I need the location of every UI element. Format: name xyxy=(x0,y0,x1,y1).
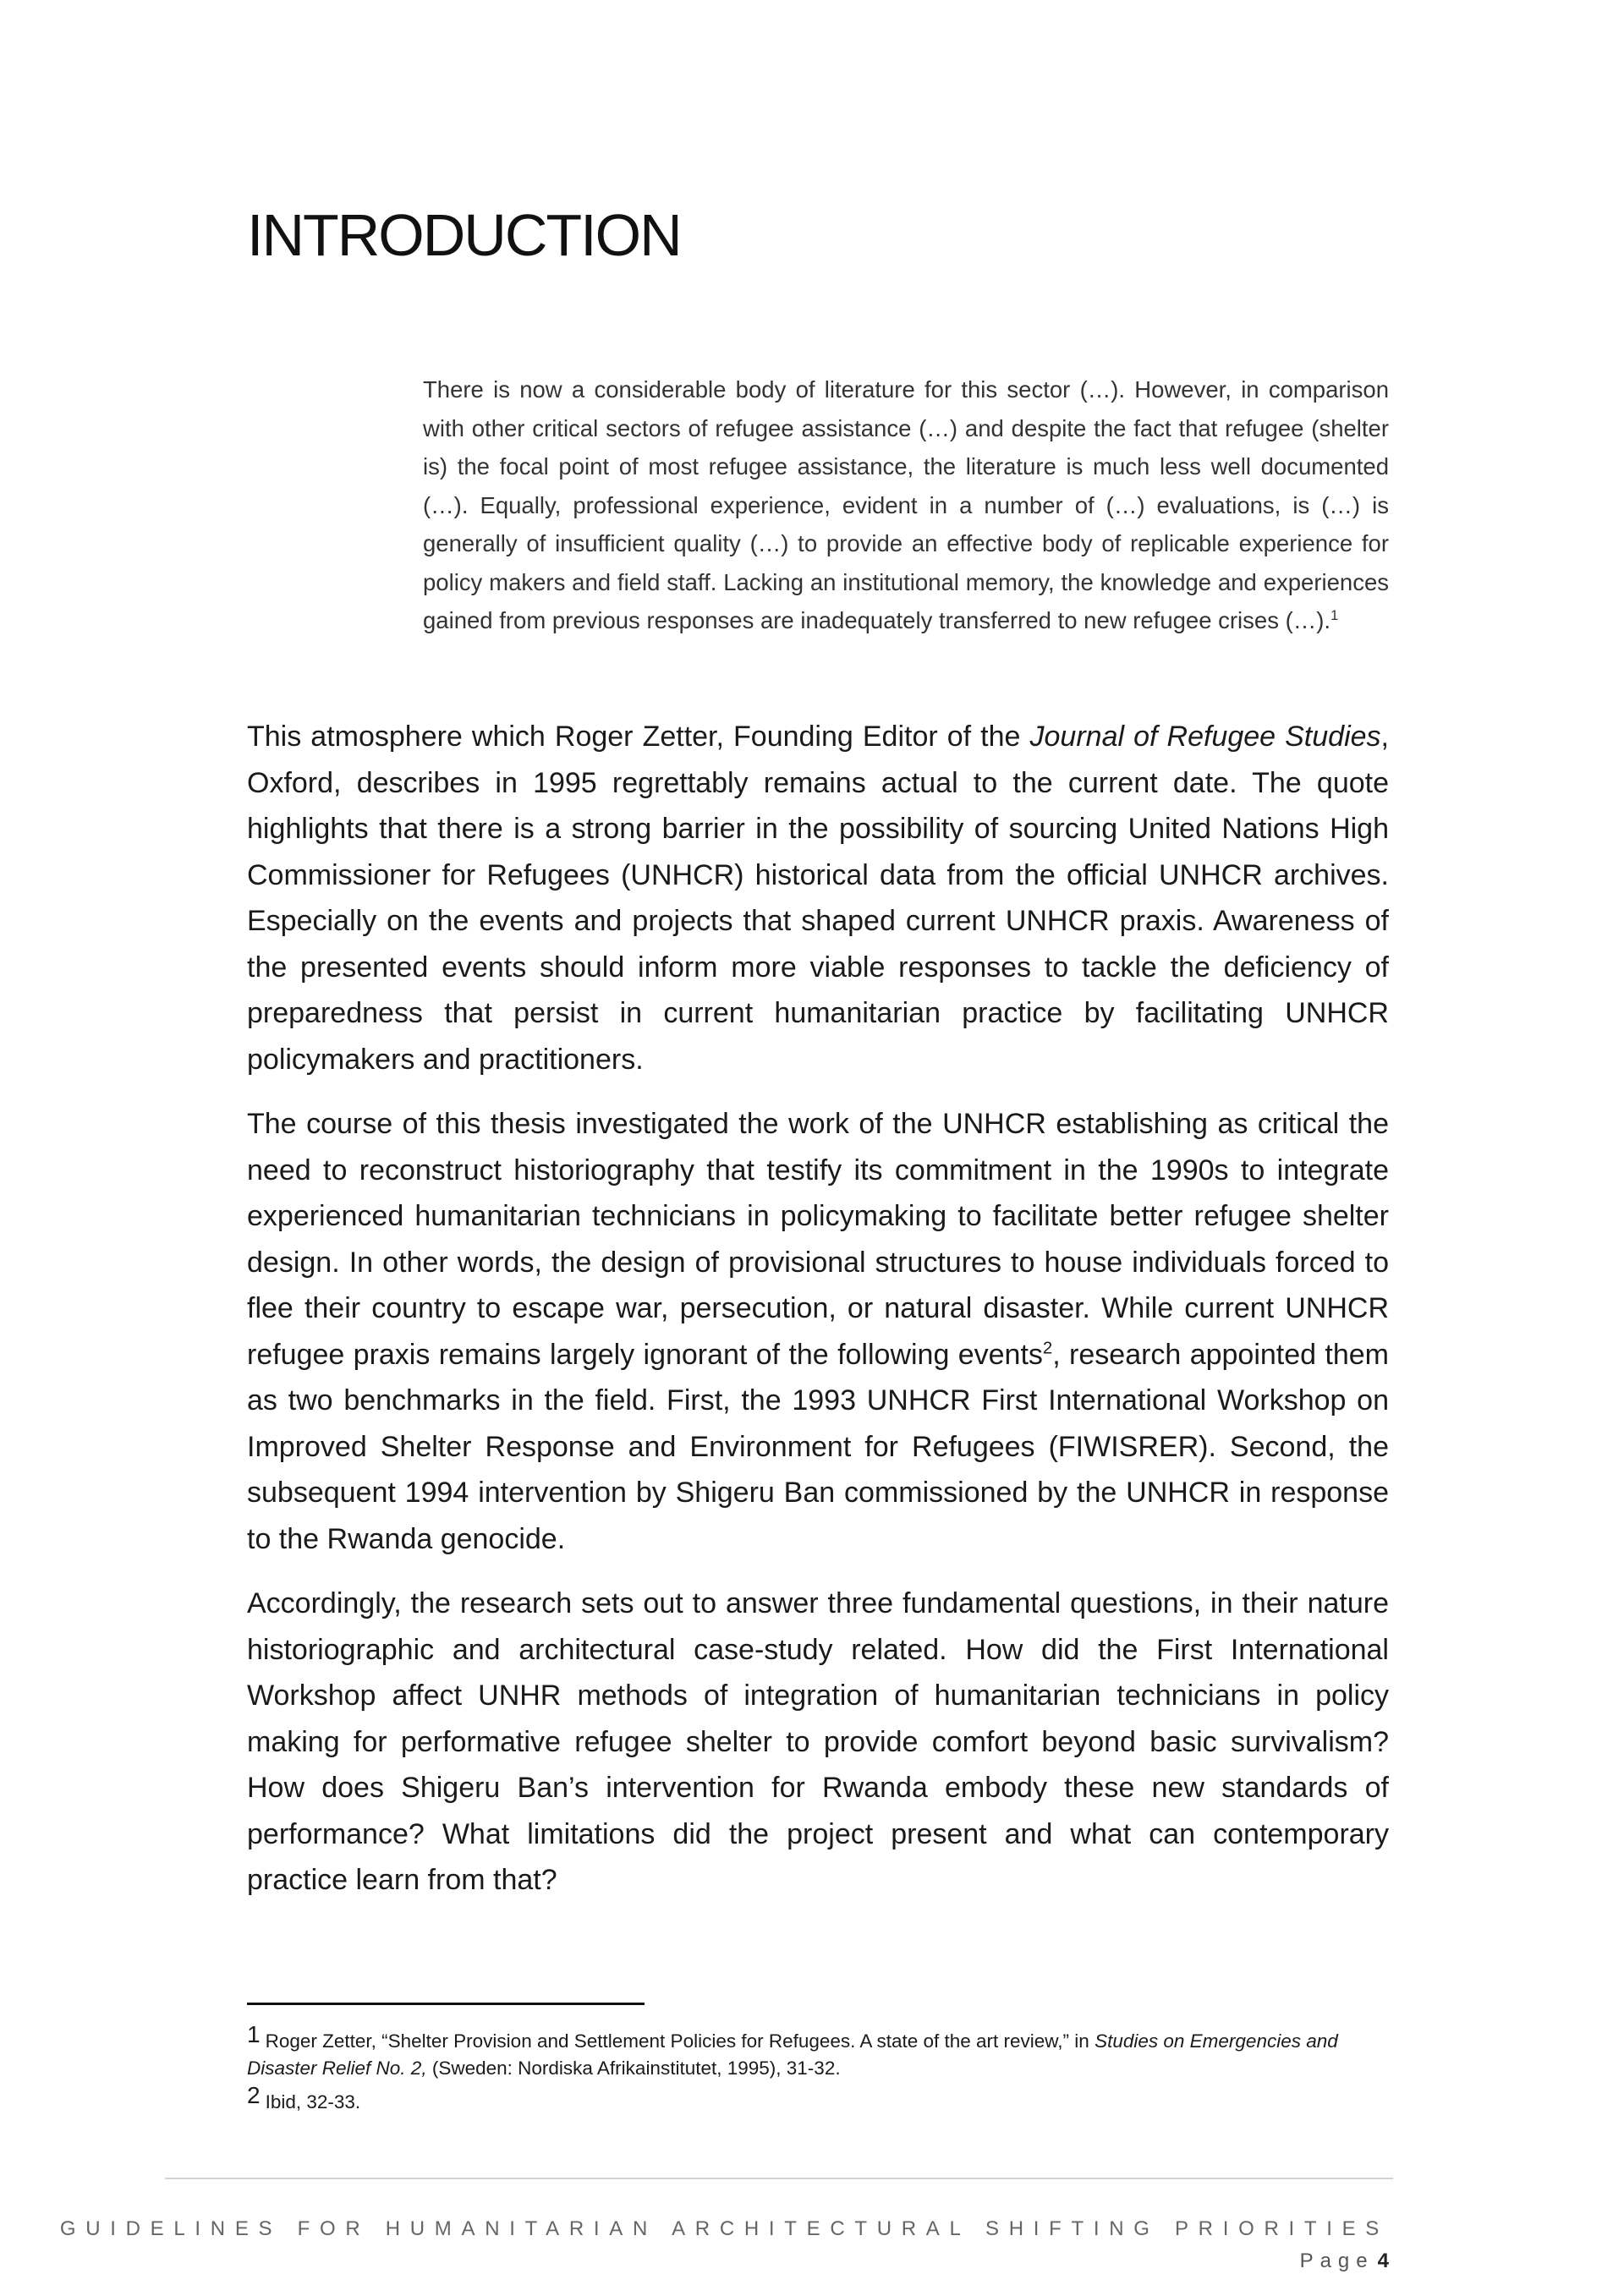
footnote-2 xyxy=(247,2082,1397,2116)
footer-divider xyxy=(165,2178,1393,2179)
block-quote xyxy=(423,370,1389,640)
footnote-1 xyxy=(247,2021,1397,2082)
footnote-1-rest: (Sweden: Nordiska Afrikainstitutet, 1995), 31-32. xyxy=(426,2058,841,2079)
page-title: INTRODUCTION xyxy=(247,202,681,268)
footnote-separator xyxy=(247,2003,645,2005)
footnote-2-text: Ibid, 32-33. xyxy=(265,2091,361,2112)
running-footer-title: GUIDELINES FOR HUMANITARIAN ARCHITECTURAL SHIFTING PRIORITIES xyxy=(59,2217,1389,2240)
footnote-ref-1[interactable]: 1 xyxy=(1330,607,1339,623)
page-number: 4 xyxy=(1377,2249,1389,2272)
footnote-1-number: 1 xyxy=(247,2021,261,2047)
paragraph-3: Accordingly, the research sets out to answer three fundamental questions, in their nature historiographic and architectural case-study related. How did the First International Workshop affect UNHR methods of integration of humanitarian technicians in policy making for performative refugee shelter to provide comfort beyond basic survivalism? How does Shigeru Ban’s intervention for Rwanda embody these new standards of performance? What limitations did the project present and what can contemporary practice learn from that? xyxy=(247,1587,1389,1896)
footnote-2-number: 2 xyxy=(247,2082,261,2108)
paragraph-1 xyxy=(247,714,1389,1082)
footnote-ref-2[interactable]: 2 xyxy=(1042,1339,1053,1358)
paragraph-2-rest: , research appointed them as two benchmarks in the field. First, the 1993 UNHCR First International Workshop on Improved Shelter Response and Environment for Refugees (FIWISRER). Second, the subsequent 1994 intervention by Shigeru Ban commissioned by the UNHCR in response to the Rwanda genocide. xyxy=(247,1338,1389,1555)
paragraph-2-start: The course of this thesis investigated the work of the UNHCR establishing as critical the need to reconstruct historiography that testify its commitment in the 1990s to integrate experienced humanitarian technicians in policymaking to facilitate better refugee shelter design. In other words, the design of provisional structures to house individuals forced to flee their country to escape war, persecution, or natural disaster. While current UNHCR refugee praxis remains largely ignorant of the following events xyxy=(247,1108,1389,1371)
body-text xyxy=(247,714,1389,1922)
footnote-1-source-title: Studies on Emergencies and Disaster Relief No. 2, xyxy=(247,2030,1338,2079)
footnotes xyxy=(247,2021,1397,2116)
journal-title: Journal of Refugee Studies xyxy=(1029,721,1381,753)
paragraph-2 xyxy=(247,1101,1389,1562)
footnote-1-start: Roger Zetter, “Shelter Provision and Settlement Policies for Refugees. A state of the art review,” in xyxy=(265,2030,1095,2052)
paragraph-1-rest: , Oxford, describes in 1995 regrettably remains actual to the current date. The quote highlights that there is a strong barrier in the possibility of sourcing United Nations High Commissioner for Refugees (UNHCR) historical data from the official UNHCR archives. Especially on the events and projects that shaped current UNHCR praxis. Awareness of the presented events should inform more viable responses to tackle the deficiency of preparedness that persist in current humanitarian practice by facilitating UNHCR policymakers and practitioners. xyxy=(247,721,1389,1076)
page-number-line xyxy=(1300,2249,1389,2273)
quote-text: There is now a considerable body of literature for this sector (…). However, in comparison with other critical sectors of refugee assistance (…) and despite the fact that refugee (shelter is) the focal point of most refugee assistance, the literature is much less well documented (…). Equally, professional experience, evident in a number of (…) evaluations, is (…) is generally of insufficient quality (…) to provide an effective body of replicable experience for policy makers and field staff. Lacking an institutional memory, the knowledge and experiences gained from previous responses are inadequately transferred to new refugee crises (…). xyxy=(423,376,1389,633)
page-label: Page xyxy=(1299,2249,1374,2272)
paragraph-1-start: This atmosphere which Roger Zetter, Founding Editor of the xyxy=(247,721,1030,753)
